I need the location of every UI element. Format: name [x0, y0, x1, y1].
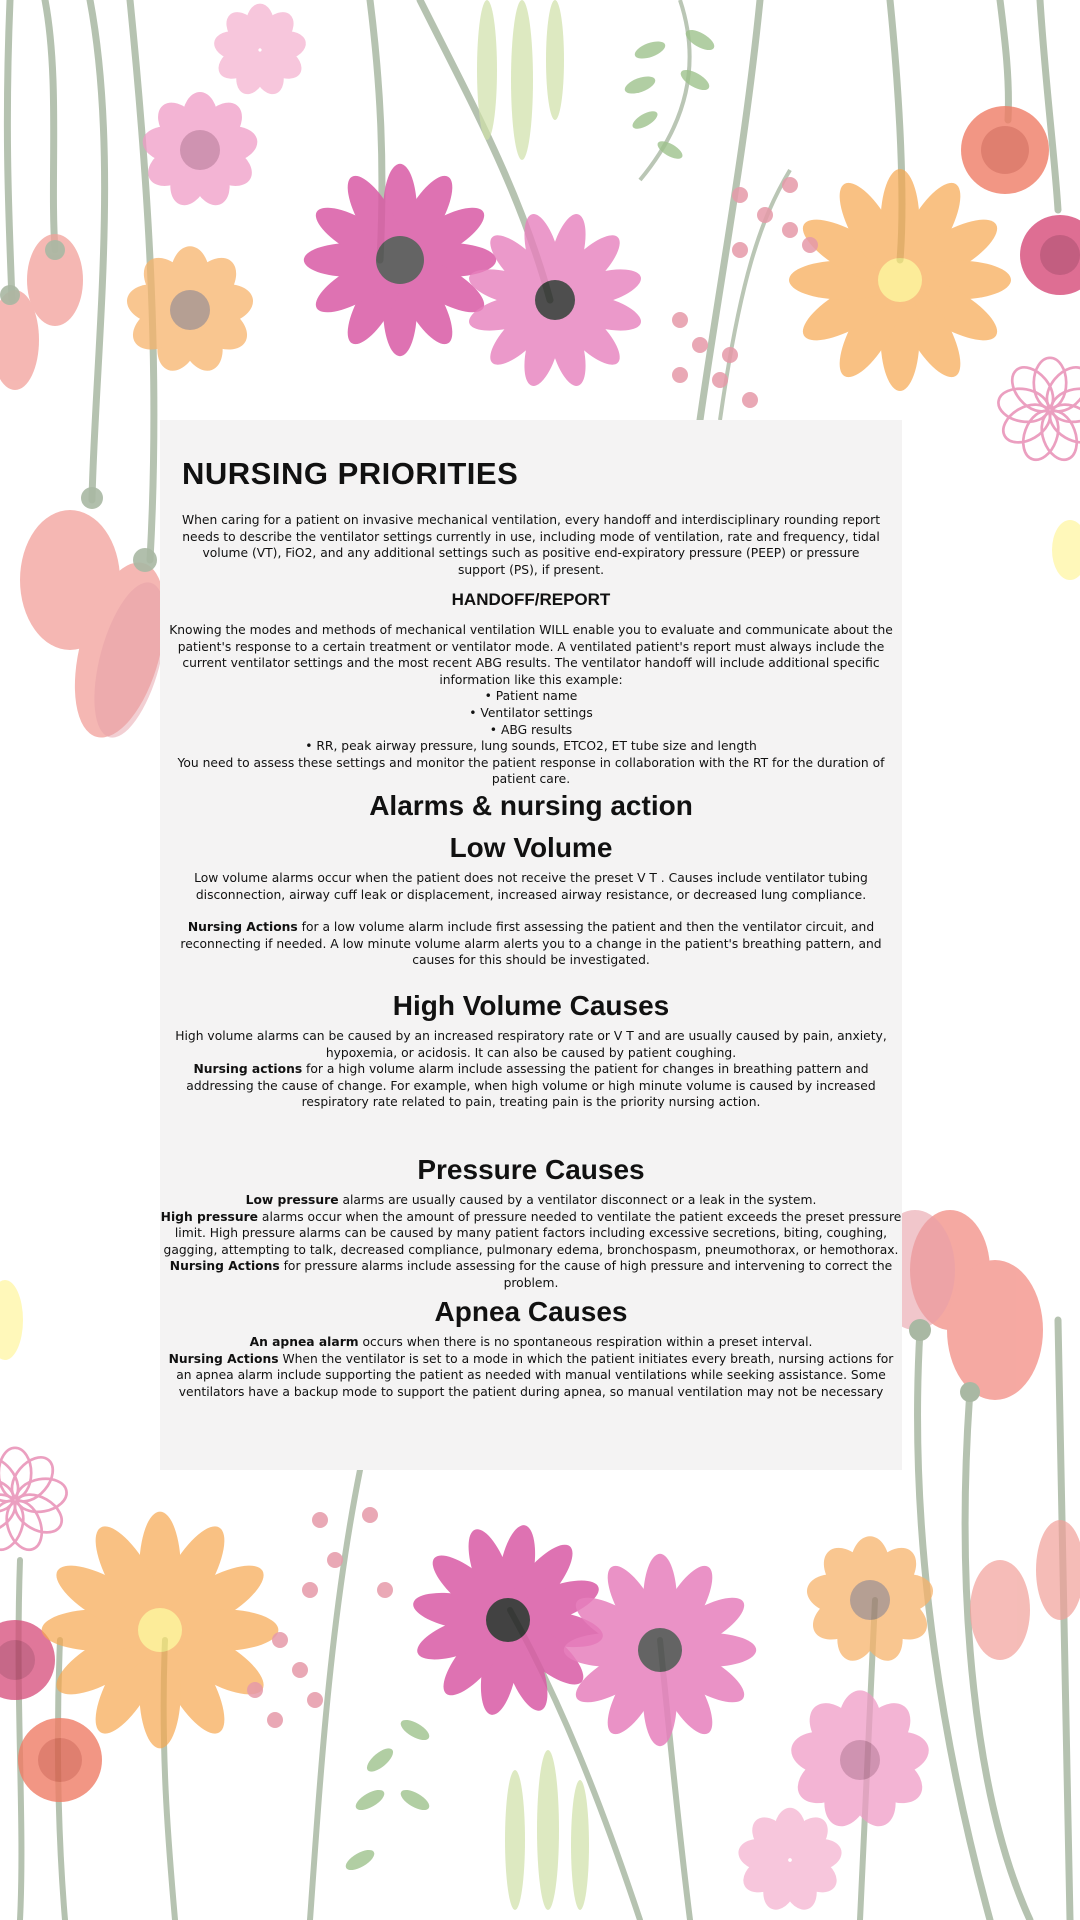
- low-pressure-text: Low pressure alarms are usually caused by a ventilator disconnect or a leak in the system.: [245, 1193, 817, 1207]
- high-pressure-label: High pressure: [160, 1209, 259, 1224]
- high-pressure-text: High pressure alarms occur when the amount of pressure needed to ventilate the patient exceeds the preset pressure limit. High pressure alarms can be caused by many patient factors including excessive secretions, biting, coughing, gagging, attempting to talk, decreased compliance, pulmonary edema, bronchospasm, pneumothorax, or hemothorax. Nursing Actions for pressure alarms include assessing for the cause of high pressure and intervening to correct the problem.: [160, 1209, 902, 1290]
- low-pressure-label: Low pressure: [245, 1193, 339, 1207]
- handoff-item: • Patient name: [484, 689, 578, 704]
- apnea-alarm-label: An apnea alarm: [249, 1335, 359, 1349]
- pressure-heading: Pressure Causes: [417, 1154, 645, 1185]
- handoff-closing: You need to assess these settings and monitor the patient response in collaboration with the RT for the duration of patient care.: [177, 755, 885, 787]
- high-volume-actions: Nursing actions for a high volume alarm include assessing the patient for changes in breathing pattern and addressing the cause of change. For example, when high volume or high minute volume is caused by increased respiratory rate related to pain, treating pain is the priority nursing action.: [186, 1062, 876, 1110]
- low-volume-section: [160, 870, 902, 969]
- content-panel: [160, 420, 902, 1470]
- handoff-item: • Ventilator settings: [469, 705, 593, 720]
- page-title: NURSING PRIORITIES: [182, 456, 519, 491]
- actions-label: Nursing actions: [193, 1062, 303, 1077]
- handoff-heading: HANDOFF/REPORT: [451, 590, 611, 609]
- apnea-alarm-text: An apnea alarm occurs when there is no spontaneous respiration within a preset interval.: [249, 1335, 813, 1349]
- intro-paragraph: When caring for a patient on invasive mechanical ventilation, every handoff and interdisciplinary rounding report needs to describe the ventilator settings currently in use, including mode of ventilation, rate and frequency, tidal volume (VT), FiO2, and any additional settings such as positive end-expiratory pressure (PEEP) or pressure support (PS), if present.: [181, 513, 881, 577]
- actions-label: Nursing Actions: [169, 1259, 280, 1274]
- high-volume-heading: High Volume Causes: [392, 990, 670, 1021]
- pressure-section: [160, 1192, 902, 1292]
- apnea-heading: Apnea Causes: [434, 1296, 628, 1327]
- actions-label: Nursing Actions: [168, 1351, 279, 1366]
- high-volume-text: High volume alarms can be caused by an increased respiratory rate or V T and are usually caused by pain, anxiety, hypoxemia, or acidosis. It can also be caused by patient coughing.: [175, 1029, 887, 1060]
- apnea-section: [160, 1334, 902, 1400]
- handoff-section: [160, 622, 902, 788]
- low-volume-actions: Nursing Actions for a low volume alarm include first assessing the patient and then the ventilator circuit, and reconnecting if needed. A low minute volume alarm alerts you to a change in the patient's breathing pattern, and causes for this should be investigated.: [180, 920, 882, 968]
- handoff-text: Knowing the modes and methods of mechanical ventilation WILL enable you to evaluate and communicate about the patient's response to a certain treatment or ventilator mode. A ventilated patient's report must always include the current ventilator settings and the most recent ABG results. The ventilator handoff will include additional specific information like this example:: [169, 623, 893, 687]
- apnea-actions: Nursing Actions When the ventilator is set to a mode in which the patient initiates every breath, nursing actions for an apnea alarm include supporting the patient as needed with manual ventilations while seeking assistance. Some ventilators have a backup mode to support the patient during apnea, so manual ventilation may not be necessary: [168, 1351, 894, 1399]
- high-volume-section: [160, 1028, 902, 1111]
- handoff-item: • ABG results: [489, 722, 573, 737]
- low-volume-heading: Low Volume: [449, 832, 613, 863]
- actions-label: Nursing Actions: [187, 920, 298, 935]
- alarms-heading: Alarms & nursing action: [369, 790, 693, 821]
- low-volume-text: Low volume alarms occur when the patient does not receive the preset V T . Causes include ventilator tubing disconnection, airway cuff leak or displacement, increased airway resistance, or decreased lung compliance.: [194, 871, 868, 902]
- handoff-item: • RR, peak airway pressure, lung sounds, ETCO2, ET tube size and length: [305, 739, 757, 754]
